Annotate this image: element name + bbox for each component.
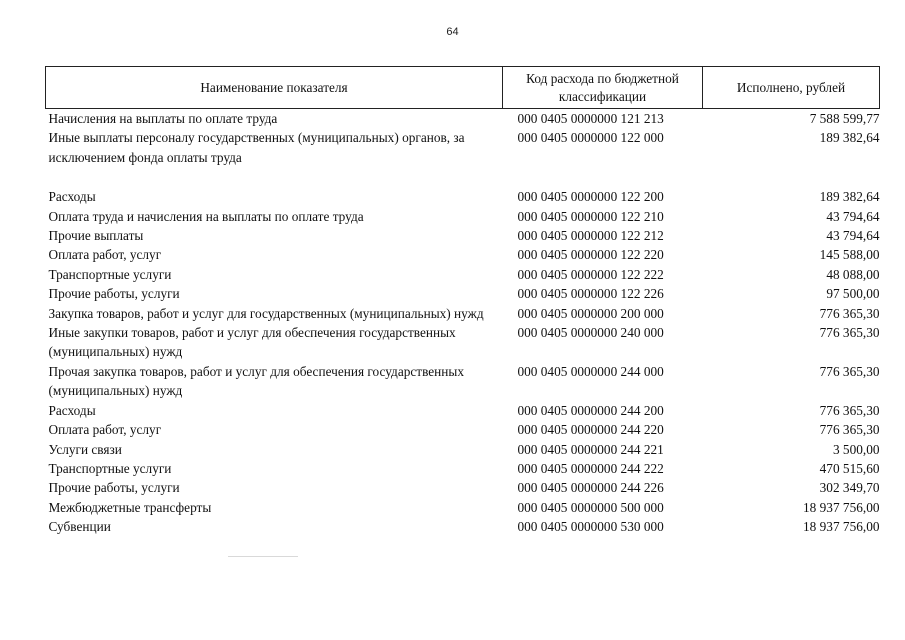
executed-amount-cell: 43 794,64	[826, 208, 880, 224]
spacer-row	[46, 167, 880, 187]
indicator-name-cell: Транспортные услуги	[48, 266, 172, 282]
executed-amount-cell: 43 794,64	[826, 228, 880, 244]
executed-amount-cell: 776 365,30	[819, 325, 880, 341]
indicator-name-cell: Услуги связи	[48, 441, 122, 457]
table-row	[46, 517, 880, 536]
indicator-name-cell: Оплата работ, услуг	[48, 422, 162, 438]
indicator-name-cell: Оплата работ, услуг	[48, 247, 162, 263]
table-row	[46, 440, 880, 459]
indicator-name-cell: Прочие работы, услуги	[48, 286, 180, 302]
table-row	[46, 498, 880, 517]
table-header	[46, 67, 880, 109]
expense-code-cell: 000 0405 0000000 244 000	[517, 363, 664, 379]
header-expense-code: Код расхода по бюджетной классификации	[503, 67, 703, 109]
expense-code-cell: 000 0405 0000000 200 000	[517, 305, 664, 321]
indicator-name-cell: Иные закупки товаров, работ и услуг для обеспечения государственных (муниципальных) нужд	[48, 325, 456, 360]
table-row	[46, 245, 880, 264]
indicator-name-cell: Оплата труда и начисления на выплаты по оплате труда	[48, 208, 364, 224]
executed-amount-cell: 189 382,64	[819, 130, 880, 146]
header-executed-amount: Исполнено, рублей	[703, 67, 880, 109]
table-row	[46, 226, 880, 245]
expense-code-cell: 000 0405 0000000 244 220	[517, 422, 664, 438]
expense-code-cell: 000 0405 0000000 122 226	[517, 286, 664, 302]
expense-code-cell: 000 0405 0000000 244 221	[517, 441, 664, 457]
executed-amount-cell: 470 515,60	[819, 460, 880, 476]
table-row	[46, 420, 880, 439]
table-row	[46, 265, 880, 284]
expense-code-cell: 000 0405 0000000 121 213	[517, 111, 664, 126]
table-row	[46, 284, 880, 303]
indicator-name-cell: Прочие выплаты	[48, 228, 144, 244]
indicator-name-cell: Расходы	[48, 402, 96, 418]
expense-code-cell: 000 0405 0000000 122 200	[517, 189, 664, 205]
indicator-name-cell: Прочая закупка товаров, работ и услуг для обеспечения государственных (муниципальных) нужд	[48, 363, 464, 399]
expense-code-cell: 000 0405 0000000 122 222	[517, 266, 664, 282]
table-row	[46, 128, 880, 167]
executed-amount-cell: 97 500,00	[826, 286, 880, 302]
expense-code-cell: 000 0405 0000000 122 210	[517, 208, 664, 224]
expense-code-cell: 000 0405 0000000 244 226	[517, 480, 664, 496]
indicator-name-cell: Межбюджетные трансферты	[48, 499, 212, 515]
executed-amount-cell: 776 365,30	[819, 363, 880, 379]
indicator-name-cell: Транспортные услуги	[48, 460, 172, 476]
expense-code-cell: 000 0405 0000000 500 000	[517, 499, 664, 515]
scan-artifact-line	[228, 556, 298, 557]
expense-code-cell: 000 0405 0000000 530 000	[517, 519, 664, 535]
indicator-name-cell: Прочие работы, услуги	[48, 480, 180, 496]
expense-code-cell: 000 0405 0000000 244 222	[517, 460, 664, 476]
executed-amount-cell: 302 349,70	[819, 480, 880, 496]
expense-code-cell: 000 0405 0000000 122 212	[517, 228, 664, 244]
indicator-name-cell: Расходы	[48, 189, 96, 205]
executed-amount-cell: 776 365,30	[819, 402, 880, 418]
table-row	[46, 207, 880, 226]
executed-amount-cell: 7 588 599,77	[809, 111, 880, 126]
indicator-name-cell: Субвенции	[48, 519, 111, 535]
indicator-name-cell: Закупка товаров, работ и услуг для государственных (муниципальных) нужд	[48, 305, 484, 321]
expense-code-cell: 000 0405 0000000 122 000	[517, 130, 664, 146]
executed-amount-cell: 189 382,64	[819, 189, 880, 205]
executed-amount-cell: 776 365,30	[819, 305, 880, 321]
budget-execution-table	[45, 66, 880, 537]
table-row	[46, 109, 880, 129]
expense-code-cell: 000 0405 0000000 244 200	[517, 402, 664, 418]
indicator-name-cell: Иные выплаты персоналу государственных (муниципальных) органов, за исключением фонда оплаты труда	[48, 130, 465, 165]
table-body	[46, 109, 880, 537]
expense-code-cell: 000 0405 0000000 240 000	[517, 325, 664, 341]
expense-code-cell: 000 0405 0000000 122 220	[517, 247, 664, 263]
header-indicator-name: Наименование показателя	[46, 67, 503, 109]
table-row	[46, 362, 880, 401]
table-row	[46, 304, 880, 323]
table-row	[46, 187, 880, 206]
executed-amount-cell: 48 088,00	[826, 266, 880, 282]
executed-amount-cell: 18 937 756,00	[803, 499, 880, 515]
executed-amount-cell: 776 365,30	[819, 422, 880, 438]
table-row	[46, 401, 880, 420]
table-row	[46, 478, 880, 497]
table-row	[46, 323, 880, 362]
executed-amount-cell: 18 937 756,00	[803, 519, 880, 535]
executed-amount-cell: 3 500,00	[832, 441, 880, 457]
table-row	[46, 459, 880, 478]
indicator-name-cell: Начисления на выплаты по оплате труда	[48, 111, 278, 126]
page-number: 64	[446, 26, 459, 38]
executed-amount-cell: 145 588,00	[819, 247, 880, 263]
